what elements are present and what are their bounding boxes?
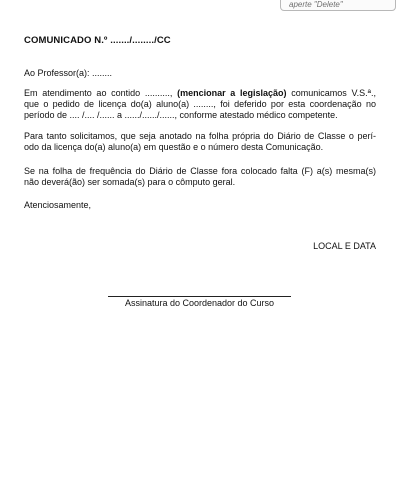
paragraph-absence-line-2: não deverá(ão) ser somada(s) para o cômputo geral. <box>24 177 236 187</box>
paragraph-request-line-3: período de .... /.... /...... a ....../....../......, conforme atestado médico competente. <box>24 110 338 120</box>
closing <box>24 200 376 211</box>
signature-line <box>108 296 291 297</box>
legislation-placeholder: (mencionar a legislação) <box>177 88 287 98</box>
paragraph-request-line-1 <box>24 88 376 99</box>
paragraph-absence-line-1: Se na folha de frequência do Diário de Classe fora colocado falta (F) a(s) mesma(s) <box>24 166 376 176</box>
legislation-prefix: Em atendimento ao contido .........., <box>24 88 173 98</box>
paragraph-annotation-line-1: Para tanto solicitamos, que seja anotado na folha própria do Diário de Classe o perí- <box>24 131 376 141</box>
signature-label: Assinatura do Coordenador do Curso <box>124 298 275 308</box>
legislation-suffix: comunicamos V.S.ª., <box>291 88 376 98</box>
greeting <box>24 68 376 79</box>
delete-hint-box <box>280 0 396 11</box>
paragraph-request-line-2: que o pedido de licença do(a) aluno(a) ........, foi deferido por esta coordenação no <box>24 99 376 109</box>
greeting-text: Ao Professor(a): ........ <box>24 68 113 78</box>
paragraph-absence <box>24 166 376 188</box>
closing-text: Atenciosamente, <box>24 200 92 210</box>
paragraph-annotation <box>24 131 376 153</box>
paragraph-annotation-line-2: odo da licença do(a) aluno(a) em questão e o número desta Comunicação. <box>24 142 324 152</box>
document-title: COMUNICADO N.º ......./......../CC <box>24 35 171 46</box>
place-and-date: LOCAL E DATA <box>313 241 376 251</box>
delete-hint-text: aperte "Delete" <box>289 0 343 9</box>
paragraph-request <box>24 88 376 121</box>
